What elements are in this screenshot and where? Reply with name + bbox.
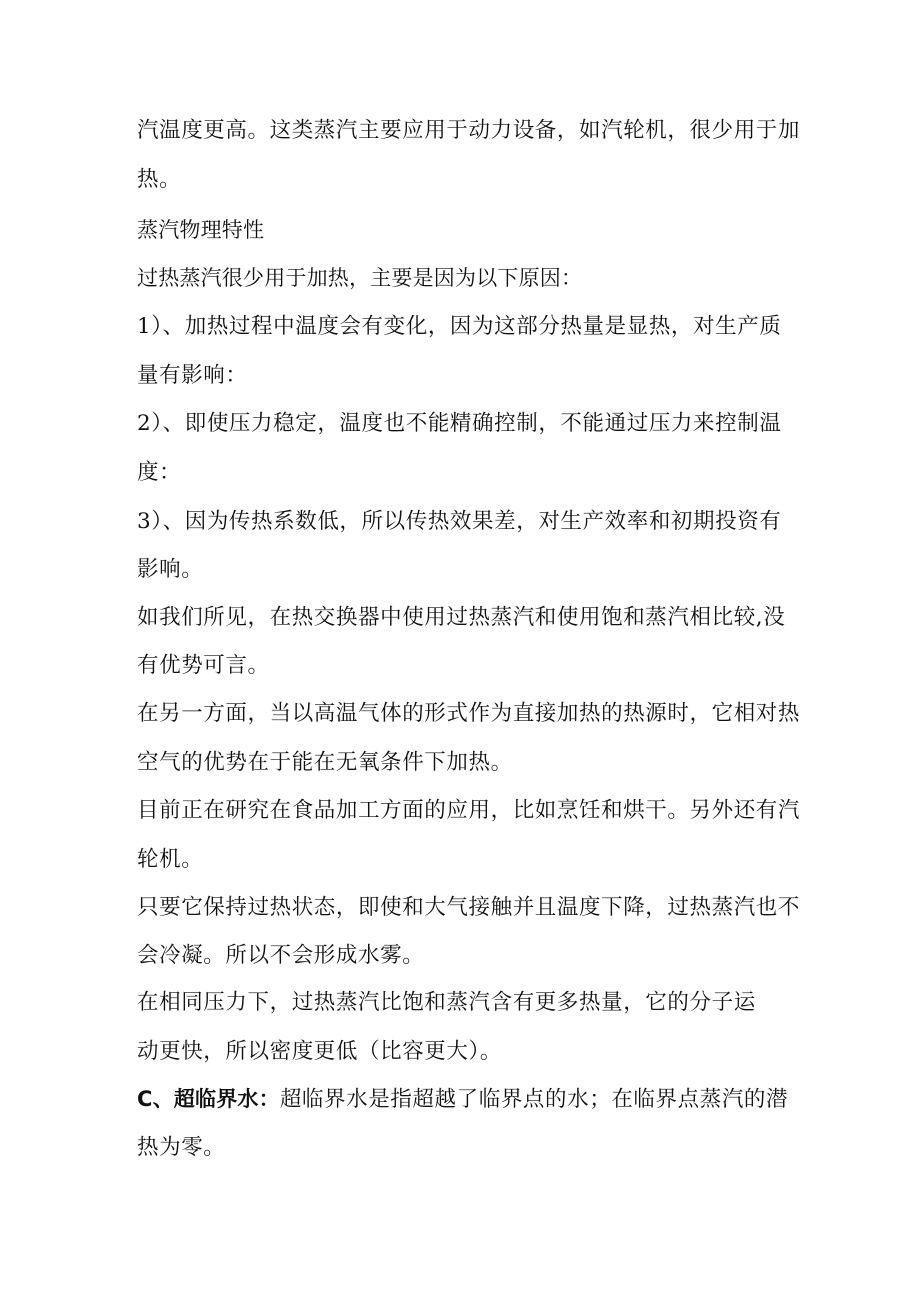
paragraph-line: 在另一方面，当以高温气体的形式作为直接加热的热源时，它相对热 [137, 701, 801, 726]
paragraph-line: 轮机。 [137, 847, 204, 872]
list-item-2-cont: 度： [137, 460, 182, 485]
list-item-1-cont: 量有影响： [137, 363, 248, 388]
supercritical-definition: 超临界水是指超越了临界点的水；在临界点蒸汽的潜 [279, 1087, 789, 1112]
list-item-3: 3）、因为传热系数低，所以传热效果差，对生产效率和初期投资有 [137, 509, 782, 534]
list-item-2: 2）、即使压力稳定，温度也不能精确控制，不能通过压力来控制温 [137, 411, 782, 436]
paragraph-line: 动更快，所以密度更低（比容更大）。 [137, 1039, 502, 1064]
list-item-3-cont: 影响。 [137, 557, 204, 582]
paragraph-line: 热为零。 [137, 1135, 226, 1160]
intro-sentence: 过热蒸汽很少用于加热，主要是因为以下原因： [137, 266, 583, 290]
section-heading: 蒸汽物理特性 [137, 218, 265, 242]
list-item-1: 1）、加热过程中温度会有变化，因为这部分热量是显热，对生产质 [137, 314, 782, 339]
paragraph-line: 热。 [137, 167, 182, 192]
paragraph-line: 只要它保持过热状态，即使和大气接触并且温度下降，过热蒸汽也不 [137, 895, 801, 920]
paragraph-line: 如我们所见，在热交换器中使用过热蒸汽和使用饱和蒸汽相比较,没 [137, 605, 786, 630]
paragraph-line: 目前正在研究在食品加工方面的应用，比如烹饪和烘干。另外还有汽 [137, 798, 801, 823]
paragraph-line: 在相同压力下，过热蒸汽比饱和蒸汽含有更多热量，它的分子运 [137, 990, 756, 1015]
supercritical-term: C、超临界水： [137, 1087, 280, 1111]
paragraph-line: 空气的优势在于能在无氧条件下加热。 [137, 750, 513, 775]
paragraph-line: 会冷凝。所以不会形成水雾。 [137, 943, 425, 968]
paragraph-line: 有优势可言。 [137, 653, 270, 678]
supercritical-line [137, 1085, 788, 1114]
paragraph-line: 汽温度更高。这类蒸汽主要应用于动力设备，如汽轮机，很少用于加 [137, 118, 801, 143]
